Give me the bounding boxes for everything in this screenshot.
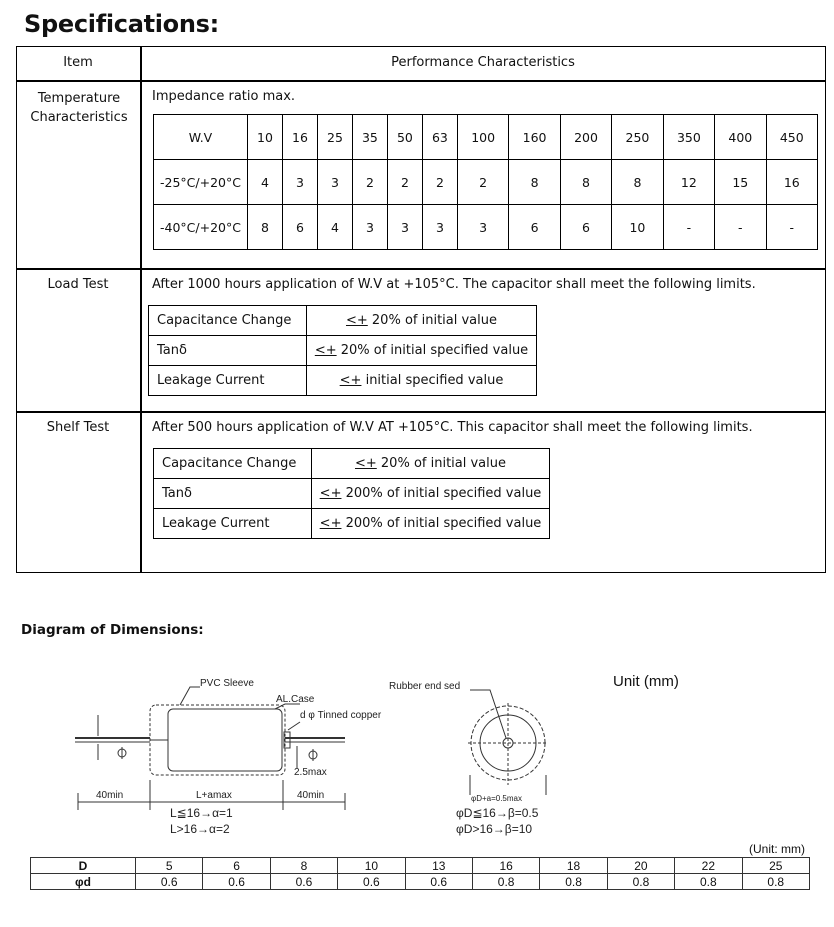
limit-symbol: <+ (354, 456, 377, 471)
al-case-label: AL.Case (276, 694, 315, 705)
shelf-test-limits-table (153, 448, 550, 539)
limit-value-text: 200% of initial specified value (341, 486, 542, 501)
limit-label: Capacitance Change (149, 306, 307, 336)
impedance-value-cell: 3 (457, 205, 508, 250)
temp-row-label: -40°C/+20°C (154, 205, 248, 250)
limit-symbol: <+ (314, 343, 337, 358)
limit-value-text: 20% of initial value (367, 313, 497, 328)
d-value-cell: 20 (607, 858, 674, 874)
table-row (154, 205, 818, 250)
impedance-value-cell: 8 (248, 205, 283, 250)
impedance-value-cell: 2 (457, 160, 508, 205)
table-row (149, 306, 537, 336)
d-value-cell: 25 (742, 858, 809, 874)
row-divider (16, 80, 826, 82)
limit-value (307, 336, 537, 366)
wv-voltage-cell: 160 (509, 115, 560, 160)
pd-value-cell: 0.8 (540, 874, 607, 890)
table-row (154, 479, 550, 509)
shelf-test-item-label: Shelf Test (46, 420, 110, 435)
impedance-value-cell: 6 (282, 205, 317, 250)
impedance-value-cell: 8 (612, 160, 663, 205)
impedance-value-cell: 10 (612, 205, 663, 250)
table-row (31, 858, 810, 874)
wv-voltage-cell: 16 (282, 115, 317, 160)
limit-value (312, 479, 550, 509)
table-row (154, 509, 550, 539)
limit-value (307, 306, 537, 336)
pd-value-cell: 0.8 (472, 874, 539, 890)
column-divider (140, 46, 142, 573)
load-test-intro: After 1000 hours application of W.V at +105°C. The capacitor shall meet the following limits. (152, 277, 756, 292)
impedance-value-cell: 16 (766, 160, 817, 205)
pd-value-cell: 0.6 (136, 874, 203, 890)
wv-header-label: W.V (154, 115, 248, 160)
pd-le-16-label: φD≦16→β=0.5 (456, 806, 539, 820)
wv-voltage-cell: 50 (387, 115, 422, 160)
pd-value-cell: 0.8 (675, 874, 742, 890)
wv-voltage-cell: 35 (352, 115, 387, 160)
impedance-intro: Impedance ratio max. (152, 89, 296, 104)
wv-voltage-cell: 450 (766, 115, 817, 160)
d-value-cell: 10 (338, 858, 405, 874)
impedance-value-cell: 4 (248, 160, 283, 205)
pd-value-cell: 0.6 (405, 874, 472, 890)
impedance-value-cell: 8 (509, 160, 560, 205)
pd-value-cell: 0.8 (607, 874, 674, 890)
capacitor-outline (150, 705, 285, 775)
impedance-value-cell: - (766, 205, 817, 250)
d-value-cell: 22 (675, 858, 742, 874)
wv-voltage-cell: 200 (560, 115, 611, 160)
impedance-value-cell: 3 (387, 205, 422, 250)
limit-value-text: initial specified value (361, 373, 504, 388)
impedance-value-cell: 3 (317, 160, 352, 205)
load-test-item-label: Load Test (47, 277, 109, 292)
limit-value (312, 449, 550, 479)
impedance-value-cell: 4 (317, 205, 352, 250)
impedance-value-cell: 2 (422, 160, 457, 205)
limit-value (307, 366, 537, 396)
impedance-value-cell: 3 (352, 205, 387, 250)
limit-value-text: 20% of initial value (376, 456, 506, 471)
unit-label: Unit (mm) (613, 673, 679, 690)
impedance-ratio-table (153, 114, 818, 250)
pd-gt-16-label: φD>16→β=10 (456, 822, 533, 836)
header-performance: Performance Characteristics (391, 55, 575, 70)
dimension-unit-note: (Unit: mm) (749, 842, 805, 856)
table-row (154, 449, 550, 479)
capacitor-body (168, 709, 282, 771)
limit-label: Capacitance Change (154, 449, 312, 479)
impedance-value-cell: 12 (663, 160, 714, 205)
temperature-item-label: Temperature Characteristics (30, 91, 128, 125)
d-value-cell: 13 (405, 858, 472, 874)
impedance-value-cell: 2 (352, 160, 387, 205)
limit-label: Tanδ (154, 479, 312, 509)
limit-symbol: <+ (319, 486, 342, 501)
limit-label: Leakage Current (149, 366, 307, 396)
shelf-test-intro: After 500 hours application of W.V AT +105°C. This capacitor shall meet the following limits. (152, 420, 753, 435)
pvc-sleeve-label: PVC Sleeve (200, 678, 254, 689)
wv-voltage-cell: 25 (317, 115, 352, 160)
dimension-table (30, 857, 810, 890)
row-label-D: D (31, 858, 136, 874)
l-le-16-label: L≦16→α=1 (170, 806, 233, 820)
limit-label: Tanδ (149, 336, 307, 366)
table-row (149, 336, 537, 366)
d-value-cell: 6 (203, 858, 270, 874)
table-row (154, 160, 818, 205)
impedance-value-cell: - (715, 205, 766, 250)
dimension-diagram (0, 660, 834, 840)
pd-a-label: φD+a=0.5max (471, 794, 522, 803)
table-row (31, 874, 810, 890)
l-a-max-label: L+amax (196, 790, 232, 801)
wv-voltage-cell: 10 (248, 115, 283, 160)
wv-voltage-cell: 350 (663, 115, 714, 160)
limit-label: Leakage Current (154, 509, 312, 539)
tinned-wire-label: d φ Tinned copper (300, 710, 382, 721)
limit-symbol: <+ (345, 313, 368, 328)
row-label-pd: φd (31, 874, 136, 890)
limit-value (312, 509, 550, 539)
d-value-cell: 18 (540, 858, 607, 874)
min-40-right-label: 40min (297, 790, 325, 801)
impedance-value-cell: 6 (560, 205, 611, 250)
header-item: Item (63, 55, 93, 70)
impedance-value-cell: 8 (560, 160, 611, 205)
limit-value-text: 20% of initial specified value (336, 343, 529, 358)
d-value-cell: 5 (136, 858, 203, 874)
d-value-cell: 16 (472, 858, 539, 874)
impedance-value-cell: - (663, 205, 714, 250)
wv-voltage-cell: 100 (457, 115, 508, 160)
temp-row-label: -25°C/+20°C (154, 160, 248, 205)
impedance-value-cell: 3 (282, 160, 317, 205)
min-40-left-label: 40min (96, 790, 124, 801)
d-value-cell: 8 (270, 858, 337, 874)
row-divider (16, 411, 826, 413)
pd-value-cell: 0.8 (742, 874, 809, 890)
pd-value-cell: 0.6 (203, 874, 270, 890)
l-gt-16-label: L>16→α=2 (170, 822, 230, 836)
rubber-end-seal-label: Rubber end sed (389, 681, 461, 692)
limit-value-text: 200% of initial specified value (341, 516, 542, 531)
wv-voltage-cell: 400 (715, 115, 766, 160)
impedance-value-cell: 3 (422, 205, 457, 250)
limit-symbol: <+ (319, 516, 342, 531)
load-test-limits-table (148, 305, 537, 396)
pd-value-cell: 0.6 (338, 874, 405, 890)
wv-voltage-cell: 250 (612, 115, 663, 160)
impedance-value-cell: 6 (509, 205, 560, 250)
page-title: Specifications: (24, 10, 219, 38)
limit-symbol: <+ (339, 373, 362, 388)
wv-voltage-cell: 63 (422, 115, 457, 160)
dimensions-title: Diagram of Dimensions: (21, 622, 204, 638)
max-25-label: 2.5max (294, 767, 327, 778)
row-divider (16, 268, 826, 270)
pd-value-cell: 0.6 (270, 874, 337, 890)
impedance-value-cell: 2 (387, 160, 422, 205)
table-row (154, 115, 818, 160)
impedance-value-cell: 15 (715, 160, 766, 205)
table-row (149, 366, 537, 396)
